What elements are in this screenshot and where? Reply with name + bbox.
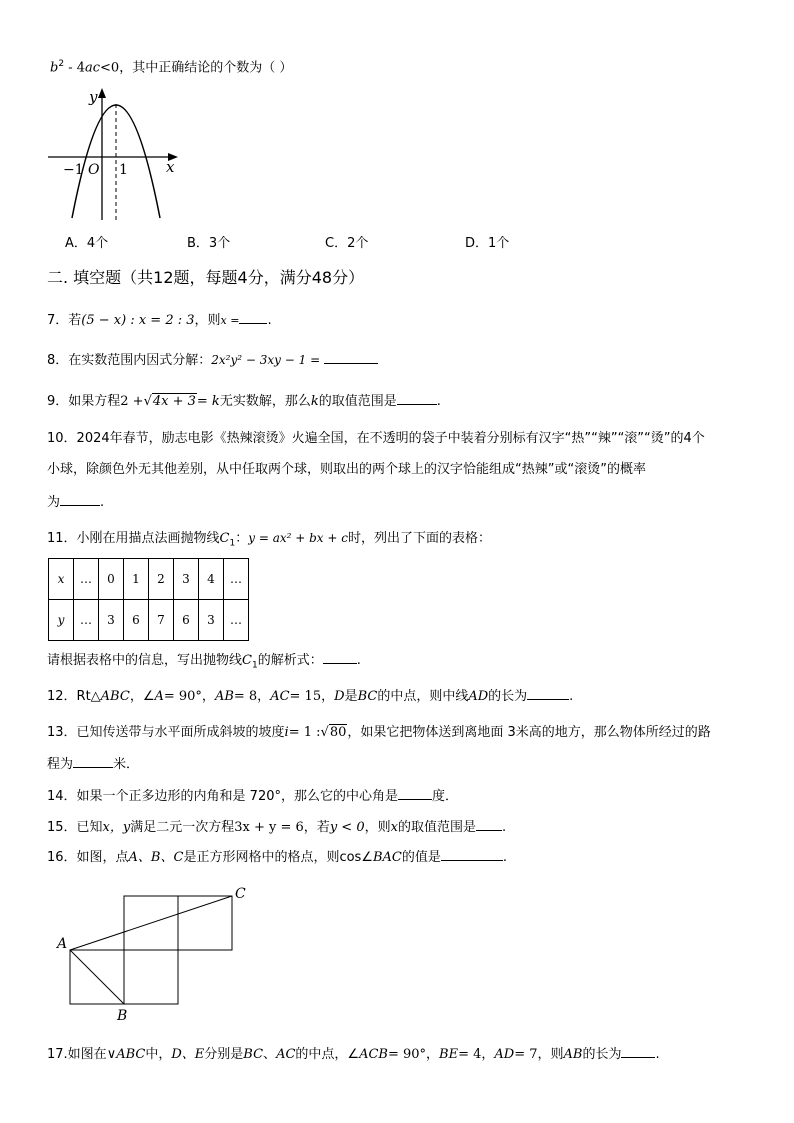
section-title: 二. 填空题（共12题，每题4分，满分48分） xyxy=(47,268,365,287)
square-grid-figure xyxy=(50,882,260,1024)
q11-text: 11．小刚在用描点法画抛物线 xyxy=(47,531,220,546)
q7-variable: x = xyxy=(220,314,240,327)
q13-radical-sign: √ xyxy=(320,725,329,740)
table-cell: 4 xyxy=(199,559,224,600)
q15-condition: y < 0 xyxy=(329,820,365,835)
table-row-x xyxy=(49,559,249,600)
q15-mid2: ，若 xyxy=(303,820,330,835)
q9-radicand: 4x + 3 xyxy=(152,394,196,409)
table-cell: 3 xyxy=(199,600,224,641)
q17-ac: AC xyxy=(276,1047,296,1062)
q17-de: D、E xyxy=(171,1047,205,1062)
q17-ad: AD xyxy=(494,1047,515,1062)
q13-line2-prefix: 程为 xyxy=(47,757,74,772)
question-15 xyxy=(47,818,506,837)
q16-pre: 16．如图，点 xyxy=(47,850,129,865)
segment-ab xyxy=(70,950,124,1004)
q6-b-exponent: 2 xyxy=(58,59,65,69)
q9-period: . xyxy=(436,394,441,409)
segment-ac xyxy=(70,896,232,950)
q17-acb: ACB xyxy=(359,1047,388,1062)
q12-ab: AB xyxy=(214,689,234,704)
q12-c3: = 8， xyxy=(233,689,271,704)
q14-answer-blank[interactable] xyxy=(398,787,432,800)
q10-line-1: 10．2024年春节，励志电影《热辣滚烫》火遍全国，在不透明的袋子中装着分别标有汉字“热”“辣”“滚”“烫”的4个 xyxy=(47,431,705,446)
table-cell: 2 xyxy=(149,559,174,600)
q9-k: k xyxy=(310,394,319,409)
q17-be: BE xyxy=(439,1047,459,1062)
y-axis-label: y xyxy=(89,88,98,106)
q9-pre: 2 + xyxy=(120,394,144,409)
q11-followup xyxy=(47,651,361,675)
q15-x: x xyxy=(390,820,398,835)
question-7 xyxy=(47,311,272,330)
q12-ad: AD xyxy=(468,689,489,704)
q17-mid2: 分别是 xyxy=(204,1047,244,1062)
parabola-graph xyxy=(40,82,190,224)
q15-tail: 的取值范围是 xyxy=(397,820,476,835)
q17-period: . xyxy=(655,1047,660,1062)
q12-c2: = 90°， xyxy=(163,689,215,704)
q10-prefix: 为 xyxy=(47,495,61,510)
q13-line-2 xyxy=(47,755,139,774)
y-axis-arrow-icon xyxy=(98,88,106,98)
grid-square-bottom-right xyxy=(124,950,178,1004)
q8-text: 8．在实数范围内因式分解： xyxy=(47,353,212,368)
q16-bac: BAC xyxy=(372,850,402,865)
q12-c5: 是 xyxy=(344,689,358,704)
q16-tail: 的值是 xyxy=(401,850,441,865)
grid-empty-cell xyxy=(70,896,124,950)
q11-c1-sub-again: 1 xyxy=(251,660,258,671)
q15-period: . xyxy=(501,820,507,835)
q13-tail: ，如果它把物体送到离地面 3米高的地方，那么物体所经过的路 xyxy=(347,725,711,740)
q6-question: ，其中正确结论的个数为（ ） xyxy=(119,60,293,76)
q11-period: . xyxy=(356,653,361,668)
q11-c1-again: C xyxy=(242,653,252,668)
grid-square-top-right xyxy=(178,896,232,950)
q12-d: D xyxy=(334,689,345,704)
question-9 xyxy=(47,392,441,411)
q12-c7: 的长为 xyxy=(488,689,528,704)
q15-pre: 15．已知 xyxy=(47,820,103,835)
q16-answer-blank[interactable] xyxy=(441,848,503,861)
q17-tail: 的长为 xyxy=(582,1047,622,1062)
q7-number: 7．若 xyxy=(47,313,82,328)
point-a-label: A xyxy=(57,936,68,952)
q6-ac: ac xyxy=(85,60,101,76)
q13-radicand: 80 xyxy=(329,725,347,740)
q15-mid: 满足二元一次方程 xyxy=(130,820,235,835)
table-cell: 6 xyxy=(174,600,199,641)
table-cell: … xyxy=(74,600,99,641)
q11-answer-blank[interactable] xyxy=(323,651,357,664)
q7-period: . xyxy=(267,313,272,328)
q9-answer-blank[interactable] xyxy=(397,392,437,405)
option-a[interactable]: A．4个 xyxy=(65,236,109,251)
question-12 xyxy=(47,687,573,706)
q9-text: 9．如果方程 xyxy=(47,394,121,409)
table-cell: … xyxy=(224,600,249,641)
table-cell: x xyxy=(49,559,74,600)
q12-pre: 12．Rt△ xyxy=(47,689,101,704)
q13-ratio: = 1 : xyxy=(288,725,321,740)
q16-period: . xyxy=(502,850,508,865)
option-d[interactable]: D．1个 xyxy=(465,236,510,251)
q15-equation: 3x + y = 6 xyxy=(234,820,304,835)
q10-answer-blank[interactable] xyxy=(60,493,100,506)
table-cell: … xyxy=(74,559,99,600)
q14-text: 14．如果一个正多边形的内角和是 720°，那么它的中心角是 xyxy=(47,789,398,804)
q13-answer-blank[interactable] xyxy=(73,755,113,768)
q15-answer-blank[interactable] xyxy=(476,818,502,831)
q12-answer-blank[interactable] xyxy=(527,687,569,700)
q17-ab: AB xyxy=(563,1047,583,1062)
point-b-label: B xyxy=(117,1008,128,1024)
q13-line-1 xyxy=(47,724,711,742)
q11-expression: y = ax² + bx + c xyxy=(248,531,348,545)
table-cell: 7 xyxy=(149,600,174,641)
q9-tail: 的取值范围是 xyxy=(318,394,397,409)
option-b[interactable]: B．3个 xyxy=(187,236,231,251)
q9-post: = k xyxy=(196,394,220,409)
q16-points: A、B、C xyxy=(128,850,184,865)
option-c[interactable]: C．2个 xyxy=(325,236,369,251)
q11-after-b: 的解析式： xyxy=(257,653,323,668)
q13-pre: 13．已知传送带与水平面所成斜坡的坡度 xyxy=(47,725,285,740)
table-cell: … xyxy=(224,559,249,600)
q6-less-than-zero: <0 xyxy=(100,60,120,76)
q10-line-3 xyxy=(47,493,104,512)
q17-pre: 17.如图在 xyxy=(47,1047,107,1062)
q12-c4: = 15， xyxy=(289,689,335,704)
q17-bc: BC xyxy=(243,1047,264,1062)
q16-mid: 是正方形网格中的格点，则cos∠ xyxy=(183,850,373,865)
q10-period: . xyxy=(100,495,105,510)
table-cell: 6 xyxy=(124,600,149,641)
q11-colon: ： xyxy=(235,531,249,546)
q17-c1: = 90°， xyxy=(387,1047,440,1062)
q17-mid3: 的中点，∠ xyxy=(295,1047,360,1062)
q12-abc: ABC xyxy=(100,689,130,704)
question-14 xyxy=(47,787,458,806)
q12-ac: AC xyxy=(270,689,290,704)
q12-c1: ，∠ xyxy=(129,689,155,704)
q10-line-2: 小球，除颜色外无其他差别，从中任取两个球，则取出的两个球上的汉字恰能组成“热辣”或“滚烫”的概率 xyxy=(47,462,646,477)
q11-after-a: 请根据表格中的信息，写出抛物线 xyxy=(47,653,243,668)
q11-tail: 时，列出了下面的表格： xyxy=(347,531,491,546)
q9-radical-sign: √ xyxy=(143,394,152,409)
q9-mid: 无实数解，那么 xyxy=(219,394,311,409)
q8-expression: 2x²y² − 3xy − 1 = xyxy=(211,353,321,367)
table-cell: 0 xyxy=(99,559,124,600)
q6-condition-line xyxy=(50,55,292,77)
value-table xyxy=(48,558,249,641)
point-c-label: C xyxy=(235,886,246,902)
q14-unit: 度． xyxy=(432,789,459,804)
question-17 xyxy=(47,1045,660,1064)
q8-answer-blank[interactable] xyxy=(324,351,378,364)
one-label: 1 xyxy=(119,162,128,178)
q17-sep: 、 xyxy=(263,1047,277,1062)
q12-bc: BC xyxy=(357,689,378,704)
q12-a: A xyxy=(154,689,164,704)
q15-mid3: ，则 xyxy=(364,820,391,835)
q11-c1: C xyxy=(219,531,230,546)
table-cell: 1 xyxy=(124,559,149,600)
question-8 xyxy=(47,351,378,370)
question-11 xyxy=(47,529,491,553)
question-16 xyxy=(47,848,507,867)
q17-triangle: ∨ABC xyxy=(106,1047,146,1062)
q17-answer-blank[interactable] xyxy=(621,1045,655,1058)
origin-label: O xyxy=(88,162,100,178)
table-cell: 3 xyxy=(174,559,199,600)
q13-i: i xyxy=(284,725,289,740)
table-cell: 3 xyxy=(99,600,124,641)
q13-unit: 米． xyxy=(113,757,140,772)
q6-minus-four: - 4 xyxy=(64,60,85,76)
neg-one-label: −1 xyxy=(63,162,84,178)
q7-expression: (5 − x) : x = 2 : 3 xyxy=(81,313,195,328)
q15-xy: x，y xyxy=(102,820,131,835)
table-cell: y xyxy=(49,600,74,641)
q12-period: . xyxy=(569,689,574,704)
q12-c6: 的中点，则中线 xyxy=(377,689,469,704)
table-row-y xyxy=(49,600,249,641)
q7-answer-blank[interactable] xyxy=(239,311,267,324)
q11-c1-sub: 1 xyxy=(229,538,236,549)
x-axis-label: x xyxy=(166,158,175,176)
q17-c3: = 7，则 xyxy=(514,1047,564,1062)
q17-c2: = 4， xyxy=(458,1047,495,1062)
q17-mid: 中， xyxy=(145,1047,172,1062)
q7-then: ，则 xyxy=(194,313,221,328)
q6-b: b xyxy=(50,60,59,76)
